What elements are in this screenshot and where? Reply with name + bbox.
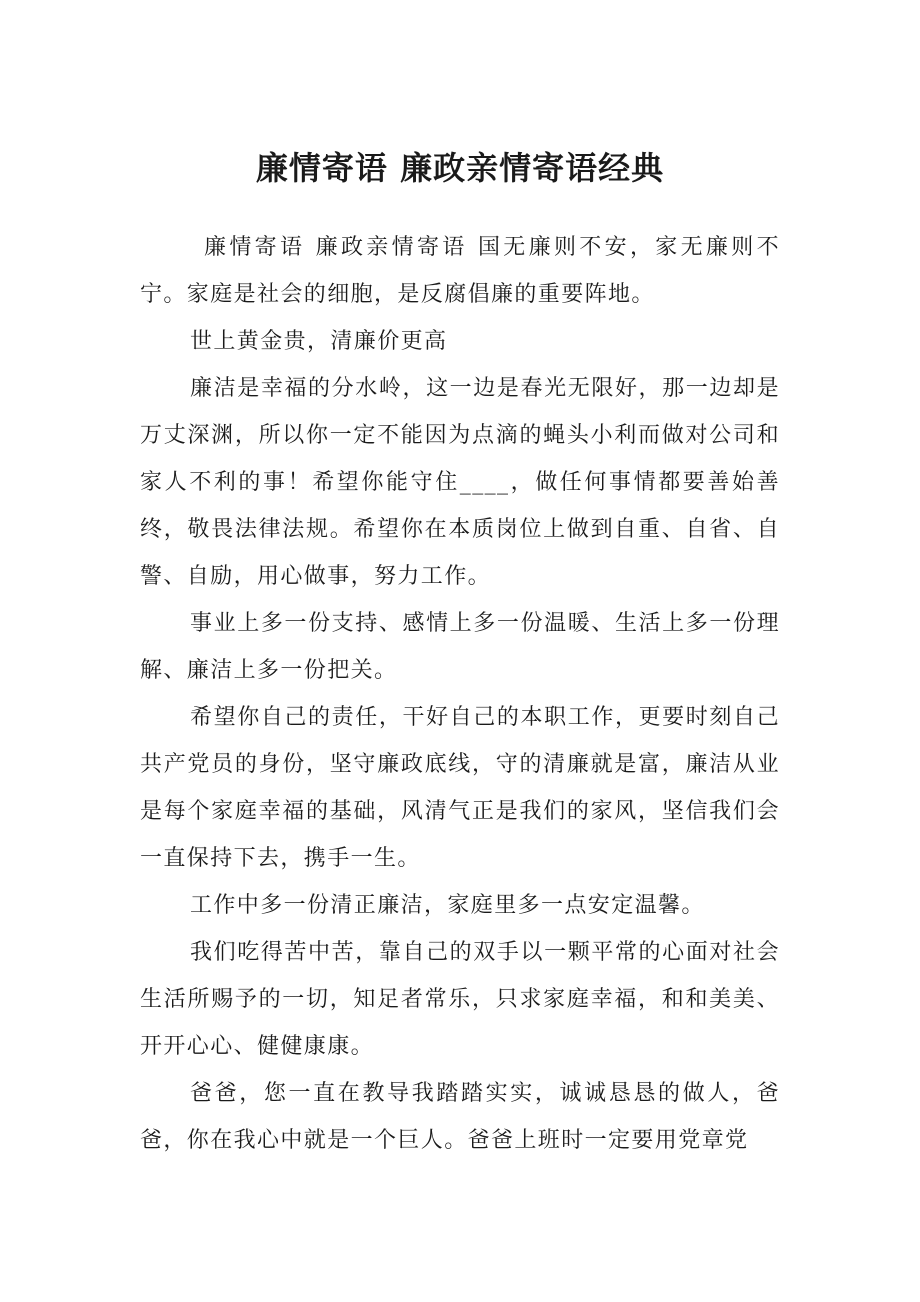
paragraph: 廉情寄语 廉政亲情寄语 国无廉则不安，家无廉则不宁。家庭是社会的细胞，是反腐倡廉的重要阵地。: [140, 235, 780, 307]
paragraph: 事业上多一份支持、感情上多一份温暖、生活上多一份理解、廉洁上多一份把关。: [140, 611, 780, 683]
paragraph: 我们吃得苦中苦，靠自己的双手以一颗平常的心面对社会生活所赐予的一切，知足者常乐，只求家庭幸福，和和美美、开开心心、健健康康。: [140, 940, 780, 1059]
document-title: 廉情寄语 廉政亲情寄语经典: [255, 149, 665, 187]
paragraph: 工作中多一份清正廉洁，家庭里多一点安定温馨。: [190, 893, 705, 918]
paragraph: 希望你自己的责任，干好自己的本职工作，更要时刻自己共产党员的身份，坚守廉政底线，守的清廉就是富，廉洁从业是每个家庭幸福的基础，风清气正是我们的家风，坚信我们会一直保持下去，携手一生。: [140, 705, 780, 871]
document-body: [140, 224, 780, 1164]
paragraph: 世上黄金贵，清廉价更高: [190, 329, 448, 354]
paragraph: 廉洁是幸福的分水岭，这一边是春光无限好，那一边却是万丈深渊，所以你一定不能因为点滴的蝇头小利而做对公司和家人不利的事！希望你能守住____，做任何事情都要善始善终，敬畏法律法规。希望你在本质岗位上做到自重、自省、自警、自励，用心做事，努力工作。: [140, 376, 780, 589]
paragraph: 爸爸，您一直在教导我踏踏实实，诚诚恳恳的做人，爸爸，你在我心中就是一个巨人。爸爸上班时一定要用党章党: [140, 1081, 780, 1153]
